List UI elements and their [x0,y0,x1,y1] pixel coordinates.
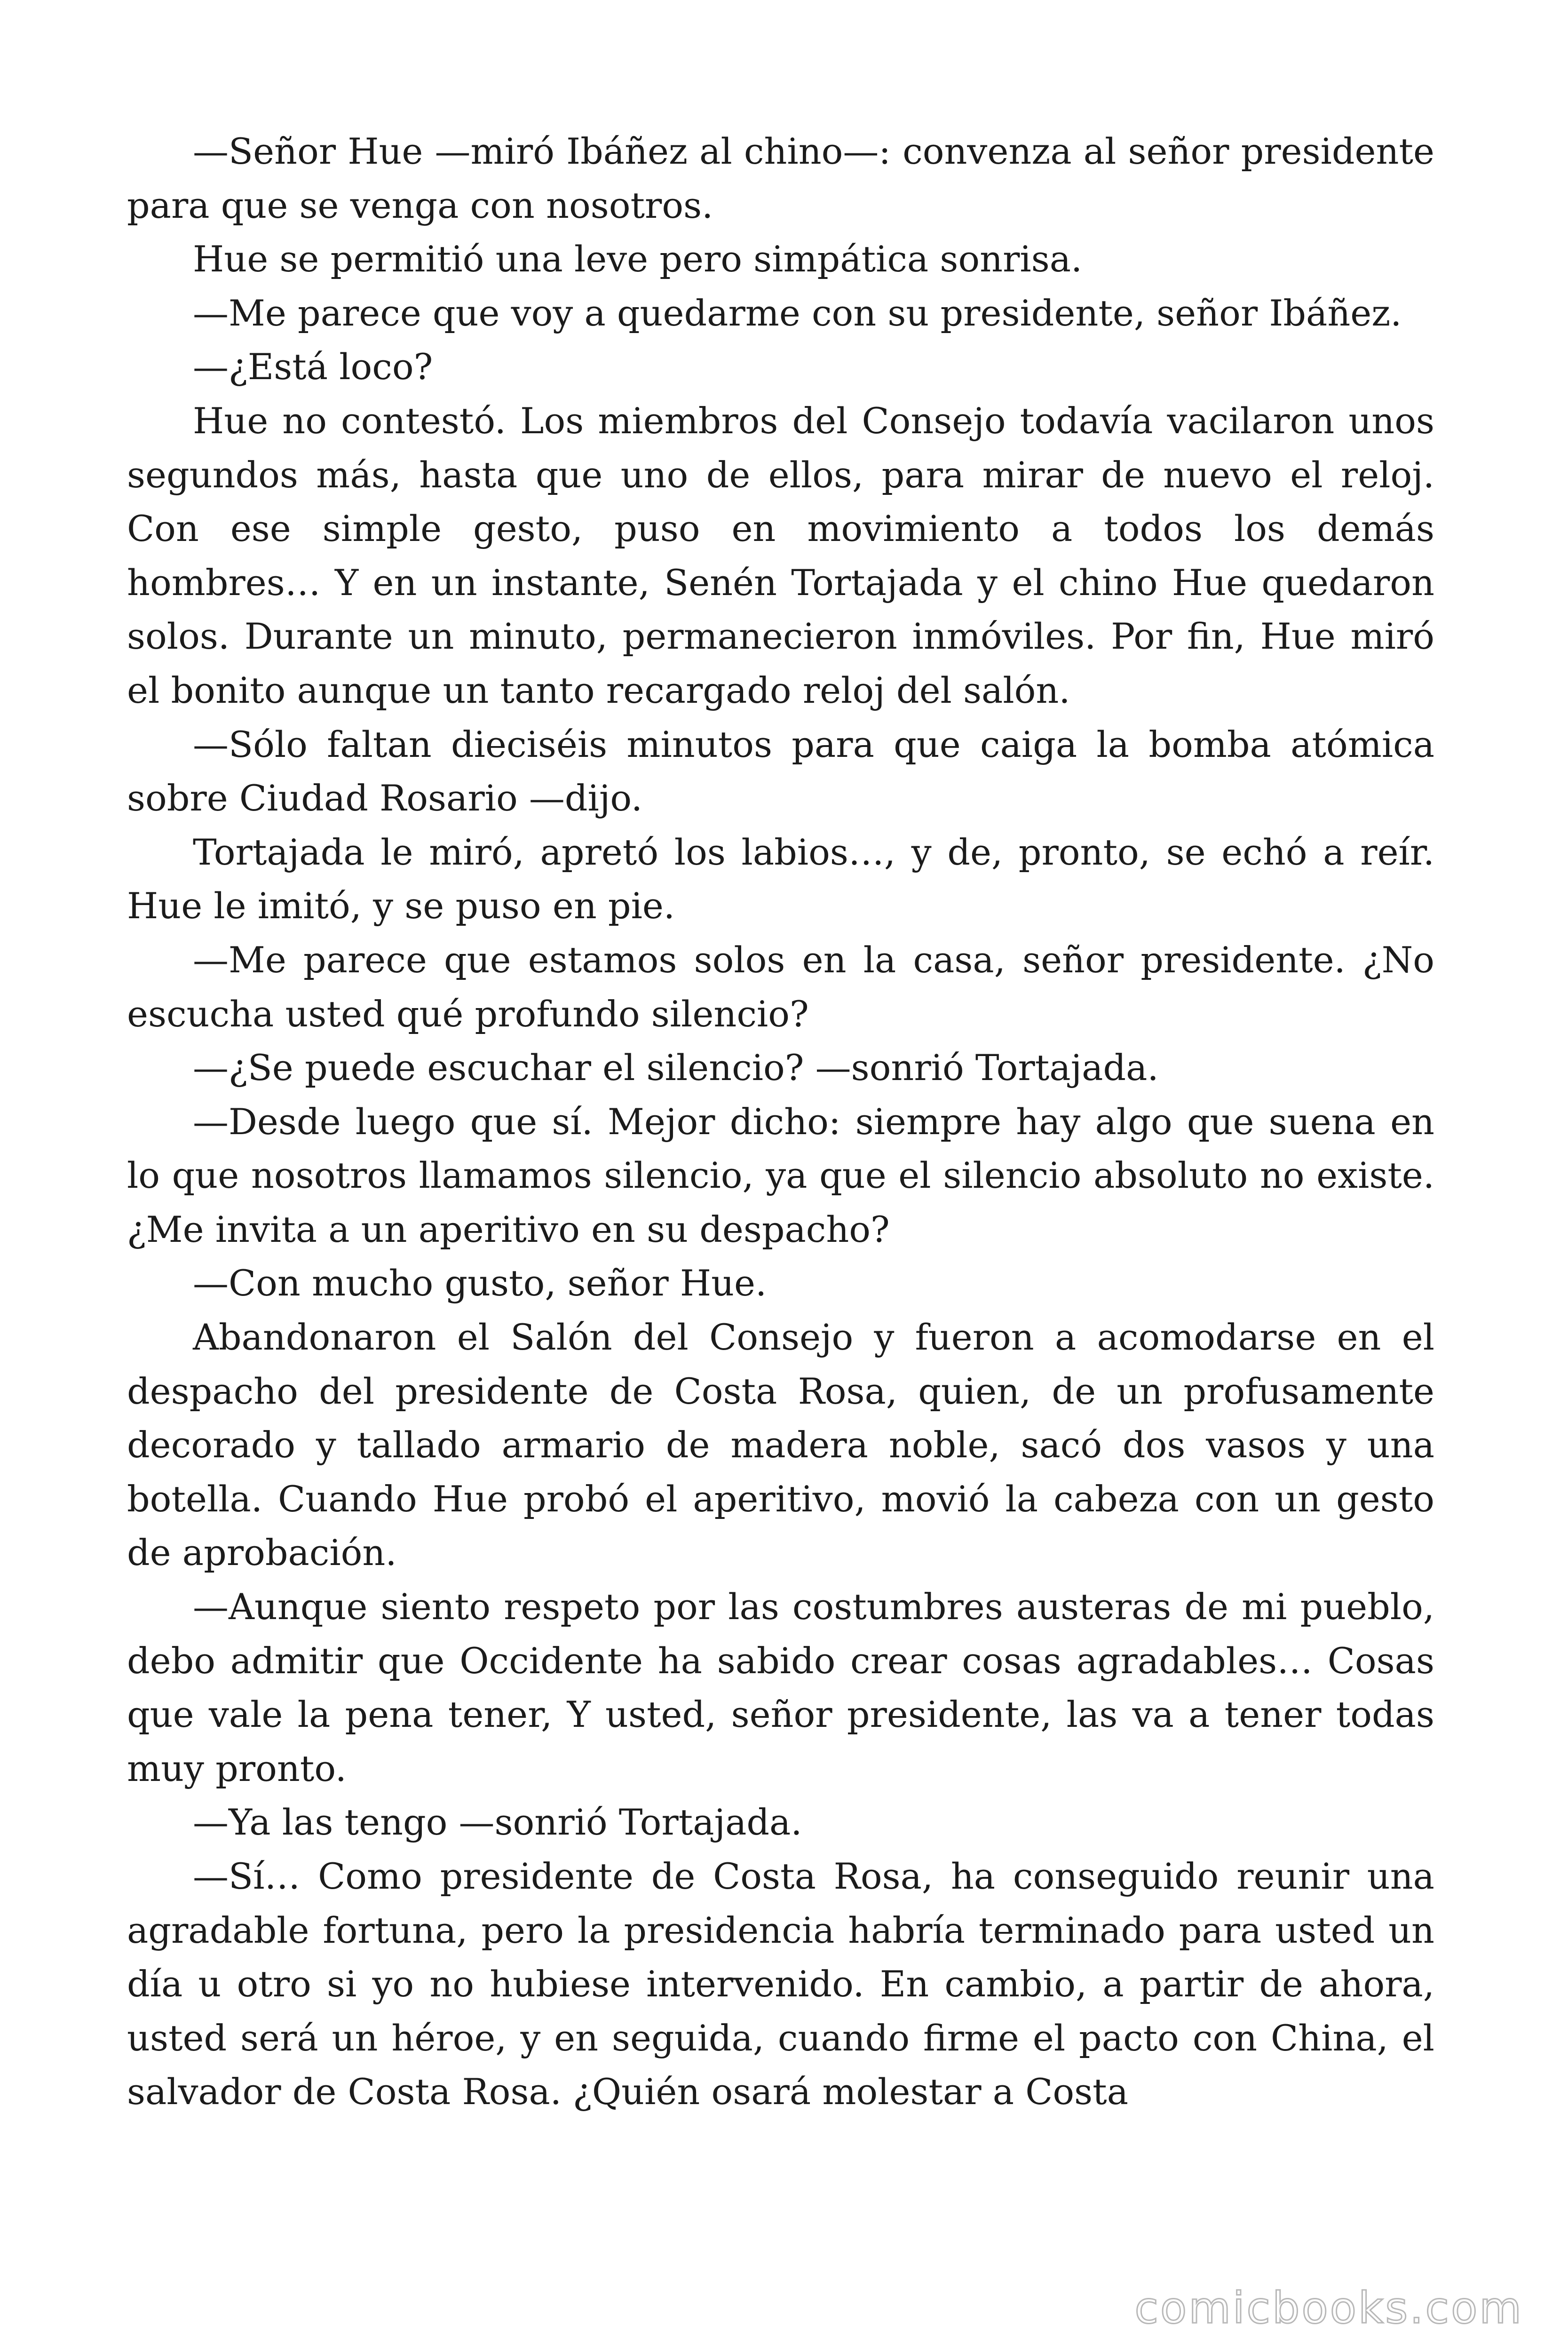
paragraph-8: —Me parece que estamos solos en la casa, señor presidente. ¿No escucha usted qué profundo silencio? [127,938,1434,1035]
watermark-logo: comicbooks.com [1134,2283,1523,2333]
paragraph-13: —Aunque siento respeto por las costumbres austeras de mi pueblo, debo admitir que Occidente ha sabido crear cosas agradables… Cosas que vale la pena tener, Y usted, señor presidente, las va a tener todas muy pronto. [127,1586,1434,1789]
paragraph-4: —¿Está loco? [193,346,433,388]
paragraph-10: —Desde luego que sí. Mejor dicho: siempre hay algo que suena en lo que nosotros llamamos silencio, ya que el silencio absoluto no existe. ¿Me invita a un aperitivo en su despacho? [127,1100,1434,1250]
paragraph-12: Abandonaron el Salón del Consejo y fueron a acomodarse en el despacho del presidente de Costa Rosa, quien, de un profusamente decorado y tallado armario de madera noble, sacó dos vasos y una botella. Cuando Hue probó el aperitivo, movió la cabeza con un gesto de aprobación. [127,1316,1434,1574]
paragraph-15: —Sí… Como presidente de Costa Rosa, ha conseguido reunir una agradable fortuna, pero la presidencia habría terminado para usted un día u otro si yo no hubiese intervenido. En cambio, a partir de ahora, usted será un héroe, y en seguida, cuando firme el pacto con China, el salvador de Costa Rosa. ¿Quién osará molestar a Costa [127,1855,1434,2113]
paragraph-6: —Sólo faltan dieciséis minutos para que caiga la bomba atómica sobre Ciudad Rosario —dijo. [127,723,1434,819]
paragraph-7: Tortajada le miró, apretó los labios…, y de, pronto, se echó a reír. Hue le imitó, y se puso en pie. [127,831,1434,927]
paragraph-3: —Me parece que voy a quedarme con su presidente, señor Ibáñez. [193,292,1402,334]
paragraph-11: —Con mucho gusto, señor Hue. [193,1262,767,1304]
paragraph-5: Hue no contestó. Los miembros del Consejo todavía vacilaron unos segundos más, hasta que uno de ellos, para mirar de nuevo el reloj. Con ese simple gesto, puso en movimiento a todos los demás hombres… Y en un instante, Senén Tortajada y el chino Hue quedaron solos. Durante un minuto, permanecieron inmóviles. Por fin, Hue miró el bonito aunque un tanto recargado reloj del salón. [127,399,1434,711]
paragraph-9: —¿Se puede escuchar el silencio? —sonrió Tortajada. [193,1047,1159,1089]
book-page-text [127,125,1434,2119]
paragraph-2: Hue se permitió una leve pero simpática sonrisa. [193,238,1083,280]
paragraph-14: —Ya las tengo —sonrió Tortajada. [193,1801,802,1843]
paragraph-1: —Señor Hue —miró Ibáñez al chino—: convenza al señor presidente para que se venga con nosotros. [127,130,1434,226]
